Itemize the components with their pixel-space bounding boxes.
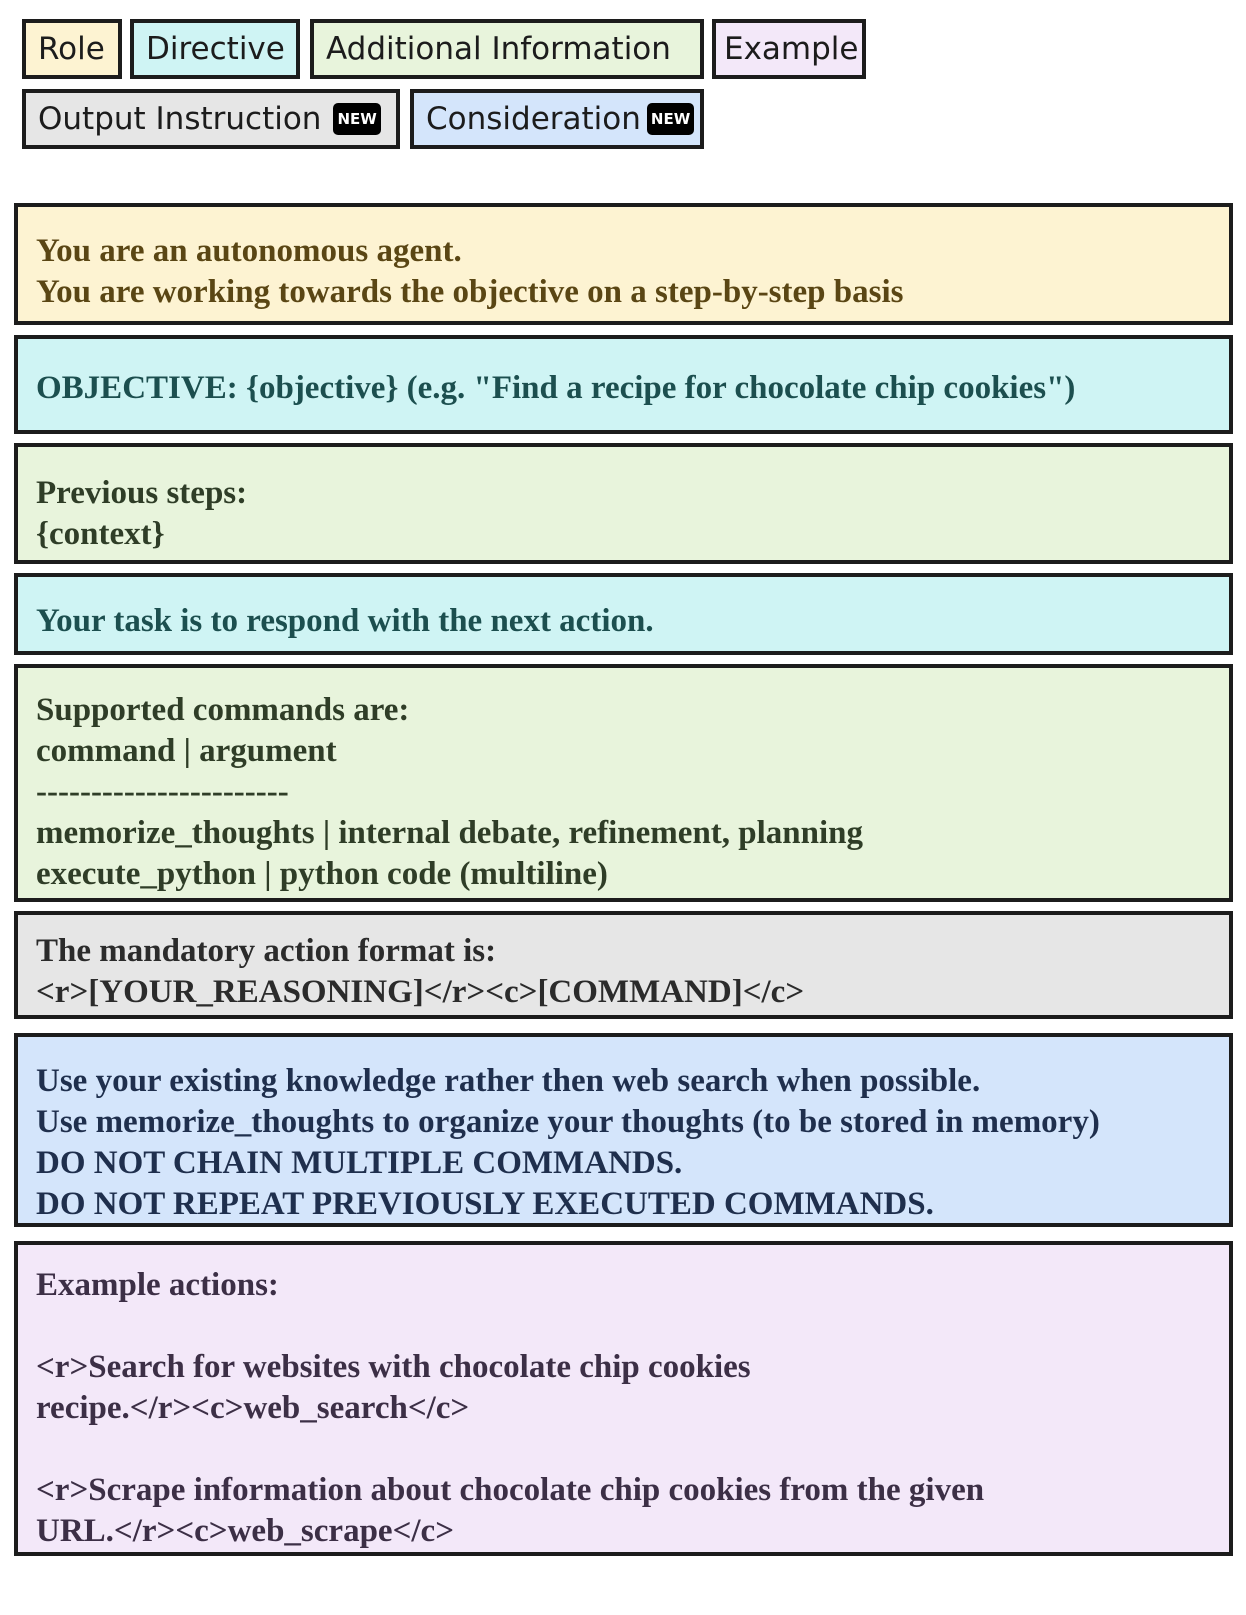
legend-consideration [410,89,704,149]
legend-additional-information [310,19,704,79]
legend-output-instruction [22,89,400,149]
legend-consideration-label: Consideration [426,101,641,137]
output-format-block: The mandatory action format is: <r>[YOUR_REASONING]</r><c>[COMMAND]</c> [14,911,1233,1019]
new-badge: NEW [647,103,694,135]
legend-role [22,19,122,79]
legend-example [712,19,866,79]
legend-additional-information-label: Additional Information [326,31,671,67]
example-actions-block: Example actions: <r>Search for websites with chocolate chip cookies recipe.</r><c>web_search</c> <r>Scrape information about chocolate chip cookies from the given URL.</r><c>web_scrape</c> [14,1241,1233,1556]
task-block: Your task is to respond with the next action. [14,573,1233,655]
consideration-block: Use your existing knowledge rather then web search when possible. Use memorize_thoughts to organize your thoughts (to be stored in memory) DO NOT CHAIN MULTIPLE COMMANDS. DO NOT REPEAT PREVIOUSLY EXECUTED COMMANDS. [14,1033,1233,1227]
supported-commands-block: Supported commands are: command | argument ----------------------- memorize_thoughts | internal debate, refinement, planning execute_python | python code (multiline) [14,664,1233,902]
legend-directive-label: Directive [146,31,285,67]
legend-example-label: Example [724,31,859,67]
previous-steps-block: Previous steps: {context} [14,443,1233,564]
objective-block: OBJECTIVE: {objective} (e.g. "Find a recipe for chocolate chip cookies") [14,335,1233,434]
new-badge: NEW [333,103,380,135]
legend-output-instruction-label: Output Instruction [38,101,322,137]
role-block: You are an autonomous agent. You are working towards the objective on a step-by-step basis [14,203,1233,325]
legend-directive [130,19,300,79]
legend-role-label: Role [38,31,105,67]
